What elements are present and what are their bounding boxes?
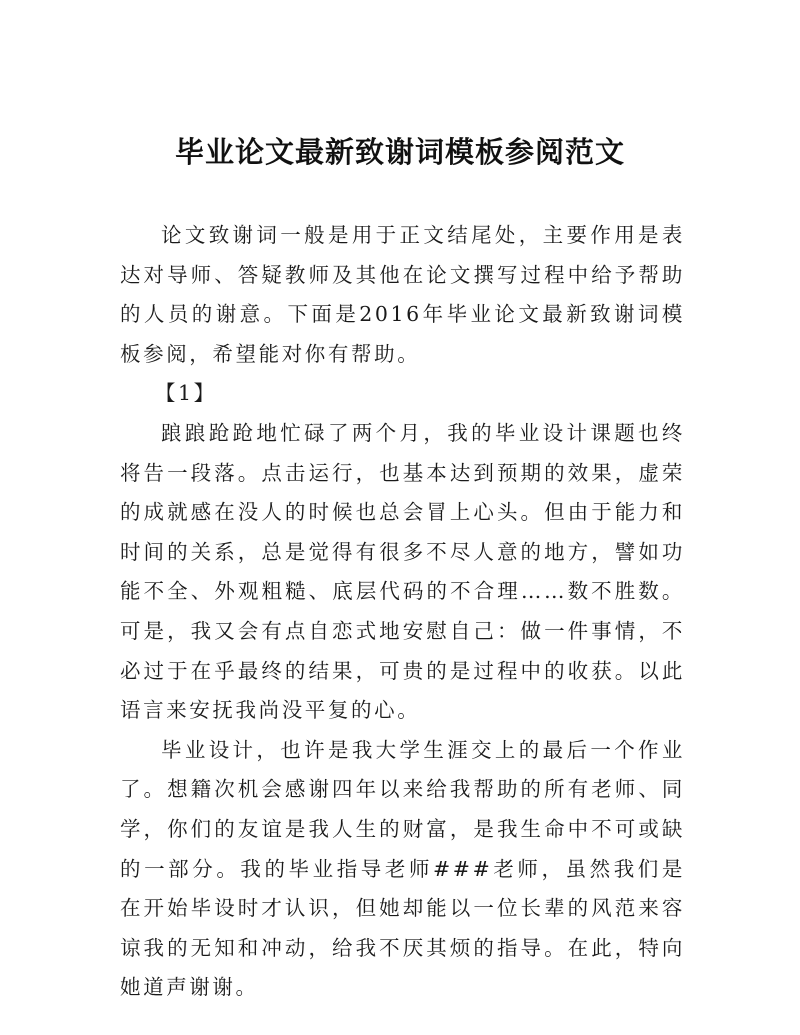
document-title: 毕业论文最新致谢词模板参阅范文 — [174, 135, 625, 169]
body-paragraph-1: 踉踉跄跄地忙碌了两个月，我的毕业设计课题也终将告一段落。点击运行，也基本达到预期的效果，虚荣的成就感在没人的时候也总会冒上心头。但由于能力和时间的关系，总是觉得有很多不尽人意的地方，譬如功能不全、外观粗糙、底层代码的不合理……数不胜数。可是，我又会有点自恋式地安慰自己：做一件事情，不必过于在乎最终的结果，可贵的是过程中的收获。以此语言来安抚我尚没平复的心。 — [120, 420, 685, 723]
section-marker: 【1】 — [154, 381, 217, 406]
body-paragraph-2: 毕业设计，也许是我大学生涯交上的最后一个作业了。想籍次机会感谢四年以来给我帮助的所有老师、同学，你们的友谊是我人生的财富，是我生命中不可或缺的一部分。我的毕业指导老师###老师，虽然我们是在开始毕设时才认识，但她却能以一位长辈的风范来容谅我的无知和冲动，给我不厌其烦的指导。在此，特向她道声谢谢。 — [120, 737, 685, 1000]
intro-paragraph: 论文致谢词一般是用于正文结尾处，主要作用是表达对导师、答疑教师及其他在论文撰写过程中给予帮助的人员的谢意。下面是2016年毕业论文最新致谢词模板参阅，希望能对你有帮助。 — [120, 223, 685, 366]
document-body — [120, 216, 685, 1008]
